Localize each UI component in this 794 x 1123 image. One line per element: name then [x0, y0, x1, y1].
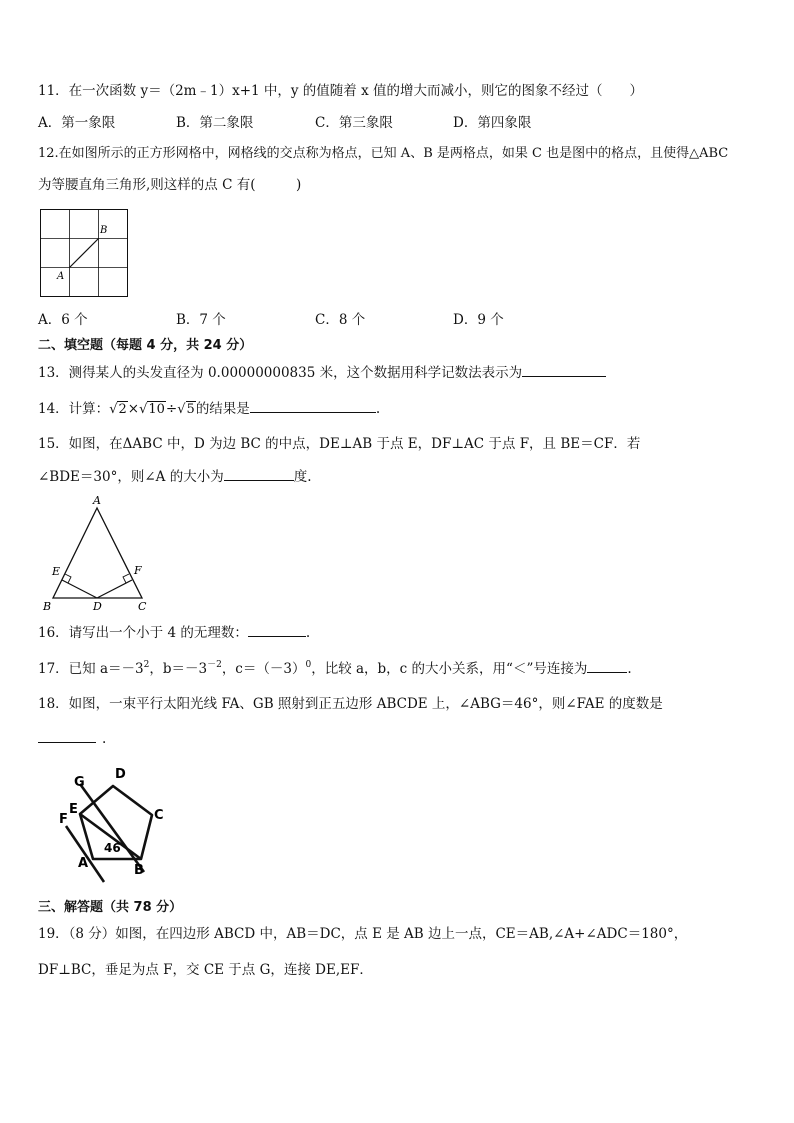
q18-label-g: G [74, 775, 85, 790]
q14-prefix: 14．计算： [38, 401, 110, 417]
q13-text: 13．测得某人的头发直径为 0.00000000835 米，这个数据用科学记数法表示为 [38, 365, 523, 381]
q14-times: × [127, 401, 140, 417]
q12-option-b: B．7 个 [176, 312, 226, 328]
q15-line2-end: 度. [293, 469, 312, 485]
q14-end: . [375, 401, 381, 417]
q15-line2-text: ∠BDE＝30°，则∠A 的大小为 [38, 469, 224, 485]
q13-stem [38, 362, 606, 383]
q17-exp-a: 2 [143, 660, 150, 670]
q12-option-a: A．6 个 [38, 312, 88, 328]
q12-option-c: C．8 个 [315, 312, 366, 328]
q16-text: 16．请写出一个小于 4 的无理数： [38, 625, 248, 641]
q14-div: ÷ [165, 401, 178, 417]
q12-grid-figure [40, 209, 130, 299]
q15-label-c: C [138, 600, 147, 613]
q15-label-b: B [43, 600, 52, 613]
section-3-title: 三、解答题（共 78 分） [38, 900, 183, 915]
q16-end: . [305, 625, 311, 641]
q18-line1: 18．如图，一束平行太阳光线 FA、GB 照射到正五边形 ABCDE 上，∠ABG＝46°，则∠FAE 的度数是 [38, 696, 663, 712]
q15-label-e: E [52, 565, 61, 578]
q18-line2 [38, 728, 106, 749]
q19-line1: 19．（8 分）如图，在四边形 ABCD 中，AB＝DC，点 E 是 AB 边上一点，CE＝AB,∠A+∠ADC＝180°， [38, 926, 688, 942]
q12-label-b: B [100, 225, 108, 236]
q17-part-c: ，c＝（－3） [221, 661, 306, 677]
q15-line2 [38, 466, 312, 487]
q11-option-c: C．第三象限 [315, 115, 393, 131]
q11-option-d: D．第四象限 [453, 115, 532, 131]
q11-stem: 11．在一次函数 y＝（2m﹣1）x+1 中，y 的值随着 x 值的增大而减小，则它的图象不经过（ ） [38, 83, 643, 99]
q17-end: . [627, 661, 632, 677]
q15-triangle-figure [40, 494, 160, 614]
q18-label-b: B [134, 863, 144, 878]
q18-label-e: E [69, 802, 78, 817]
q15-label-a: A [93, 494, 101, 507]
q14-sqrt-5: √5 [177, 402, 195, 417]
q15-answer-blank[interactable] [224, 466, 294, 481]
q15-label-f: F [134, 564, 142, 577]
q17-exp-b: －2 [207, 660, 222, 670]
q14-stem [38, 398, 380, 420]
q18-label-c: C [154, 808, 164, 823]
q19-line2: DF⊥BC，垂足为点 F，交 CE 于点 G，连接 DE,EF． [38, 962, 373, 978]
q11-option-a: A．第一象限 [38, 115, 116, 131]
q14-answer-blank[interactable] [250, 398, 376, 413]
q18-angle-label: 46 [104, 841, 121, 855]
q18-pentagon-figure [56, 764, 186, 886]
q14-suffix: 的结果是 [195, 401, 250, 417]
q12-stem-line1: 12.在如图所示的正方形网格中，网格线的交点称为格点，已知 A、B 是两格点，如果 C 也是图中的格点，且使得△ABC [38, 146, 729, 161]
q17-part-a: 17．已知 a＝－3 [38, 661, 144, 677]
q13-answer-blank[interactable] [522, 362, 606, 377]
q17-part-b: ，b＝－3 [149, 661, 208, 677]
q15-label-d: D [93, 600, 102, 613]
q18-label-d: D [115, 767, 126, 782]
q17-stem [38, 658, 632, 679]
q17-answer-blank[interactable] [587, 658, 627, 673]
q16-answer-blank[interactable] [248, 622, 306, 637]
section-2-title: 二、填空题（每题 4 分，共 24 分） [38, 338, 253, 353]
q11-option-b: B．第二象限 [176, 115, 254, 131]
q18-label-f: F [59, 812, 68, 827]
q14-sqrt-10: √10 [139, 402, 165, 417]
q14-sqrt-2: √2 [109, 402, 127, 417]
q17-exp-c: 0 [305, 660, 312, 670]
q12-option-d: D．9 个 [453, 312, 504, 328]
q18-label-a: A [78, 856, 89, 871]
q15-line1: 15．如图，在ΔABC 中，D 为边 BC 的中点，DE⊥AB 于点 E，DF⊥AC 于点 F，且 BE＝CF．若 [38, 436, 641, 452]
q12-stem-line2: 为等腰直角三角形,则这样的点 C 有( ) [38, 177, 302, 193]
q18-end: . [102, 731, 107, 747]
q16-stem [38, 622, 310, 643]
q18-answer-blank[interactable] [38, 728, 96, 743]
q12-label-a: A [57, 271, 65, 282]
q17-part-compare: ，比较 a，b，c 的大小关系，用“＜”号连接为 [311, 661, 588, 677]
